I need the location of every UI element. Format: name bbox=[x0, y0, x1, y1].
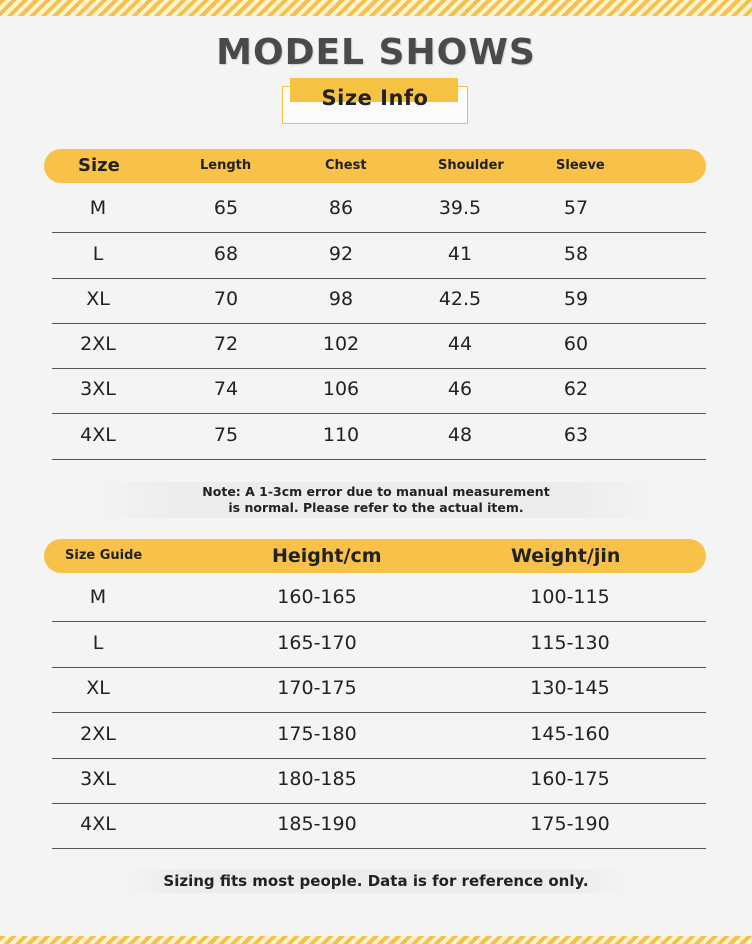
cell-size: M bbox=[89, 586, 107, 608]
table-row bbox=[52, 322, 706, 369]
cell-height: 170-175 bbox=[277, 677, 357, 699]
cell-size: 4XL bbox=[80, 813, 116, 835]
cell-shoulder: 39.5 bbox=[438, 197, 482, 219]
cell-size: M bbox=[89, 197, 107, 219]
cell-sleeve: 58 bbox=[563, 243, 589, 265]
cell-size: 3XL bbox=[80, 378, 116, 400]
cell-size: 3XL bbox=[80, 768, 116, 790]
cell-sleeve: 57 bbox=[563, 197, 589, 219]
table-row bbox=[52, 712, 706, 759]
header-length: Length bbox=[200, 158, 252, 173]
cell-size: L bbox=[92, 632, 104, 654]
cell-height: 160-165 bbox=[277, 586, 357, 608]
size-table-header bbox=[44, 149, 706, 183]
table-row bbox=[52, 802, 706, 849]
header-chest: Chest bbox=[325, 158, 367, 173]
header-size: Size bbox=[78, 155, 120, 176]
cell-chest: 102 bbox=[322, 333, 360, 355]
cell-shoulder: 41 bbox=[447, 243, 473, 265]
table-row bbox=[52, 621, 706, 668]
table-row bbox=[52, 575, 706, 622]
cell-chest: 110 bbox=[322, 424, 360, 446]
measurement-note bbox=[96, 482, 656, 518]
cell-chest: 92 bbox=[328, 243, 354, 265]
table-row bbox=[52, 232, 706, 279]
cell-chest: 106 bbox=[322, 378, 360, 400]
note-line-1: Note: A 1-3cm error due to manual measurement bbox=[202, 484, 550, 499]
header-shoulder: Shoulder bbox=[438, 158, 504, 173]
header-height: Height/cm bbox=[272, 545, 382, 567]
cell-height: 175-180 bbox=[277, 723, 357, 745]
cell-weight: 100-115 bbox=[530, 586, 610, 608]
cell-sleeve: 60 bbox=[563, 333, 589, 355]
cell-size: 2XL bbox=[80, 723, 116, 745]
table-row bbox=[52, 413, 706, 460]
cell-height: 180-185 bbox=[277, 768, 357, 790]
cell-chest: 86 bbox=[328, 197, 354, 219]
cell-sleeve: 59 bbox=[563, 288, 589, 310]
cell-shoulder: 46 bbox=[447, 378, 473, 400]
header-sleeve: Sleeve bbox=[556, 158, 605, 173]
cell-weight: 145-160 bbox=[530, 723, 610, 745]
cell-length: 68 bbox=[213, 243, 239, 265]
top-stripe-decoration bbox=[0, 0, 752, 16]
cell-chest: 98 bbox=[328, 288, 354, 310]
cell-size: XL bbox=[86, 288, 110, 310]
note-line-2: is normal. Please refer to the actual item. bbox=[228, 500, 524, 515]
cell-size: 2XL bbox=[80, 333, 116, 355]
cell-height: 165-170 bbox=[277, 632, 357, 654]
subtitle-badge bbox=[280, 78, 470, 126]
footer-note: Sizing fits most people. Data is for reference only. bbox=[120, 869, 632, 893]
cell-size: L bbox=[92, 243, 104, 265]
cell-length: 65 bbox=[213, 197, 239, 219]
cell-shoulder: 44 bbox=[447, 333, 473, 355]
cell-weight: 130-145 bbox=[530, 677, 610, 699]
cell-sleeve: 62 bbox=[563, 378, 589, 400]
cell-shoulder: 48 bbox=[447, 424, 473, 446]
cell-weight: 175-190 bbox=[530, 813, 610, 835]
cell-size: XL bbox=[86, 677, 110, 699]
table-row bbox=[52, 367, 706, 414]
cell-height: 185-190 bbox=[277, 813, 357, 835]
bottom-stripe-decoration bbox=[0, 936, 752, 944]
table-row bbox=[52, 757, 706, 804]
cell-weight: 115-130 bbox=[530, 632, 610, 654]
cell-size: 4XL bbox=[80, 424, 116, 446]
cell-shoulder: 42.5 bbox=[438, 288, 482, 310]
cell-length: 74 bbox=[213, 378, 239, 400]
page-title: MODEL SHOWS bbox=[216, 32, 536, 73]
table-row bbox=[52, 277, 706, 324]
cell-length: 70 bbox=[213, 288, 239, 310]
header-size-guide: Size Guide bbox=[65, 548, 143, 563]
table-row bbox=[52, 666, 706, 713]
cell-length: 75 bbox=[213, 424, 239, 446]
subtitle-text: Size Info bbox=[321, 86, 429, 110]
cell-sleeve: 63 bbox=[563, 424, 589, 446]
cell-length: 72 bbox=[213, 333, 239, 355]
guide-table-header bbox=[44, 539, 706, 573]
header-weight: Weight/jin bbox=[511, 545, 621, 567]
table-row bbox=[52, 186, 706, 233]
cell-weight: 160-175 bbox=[530, 768, 610, 790]
